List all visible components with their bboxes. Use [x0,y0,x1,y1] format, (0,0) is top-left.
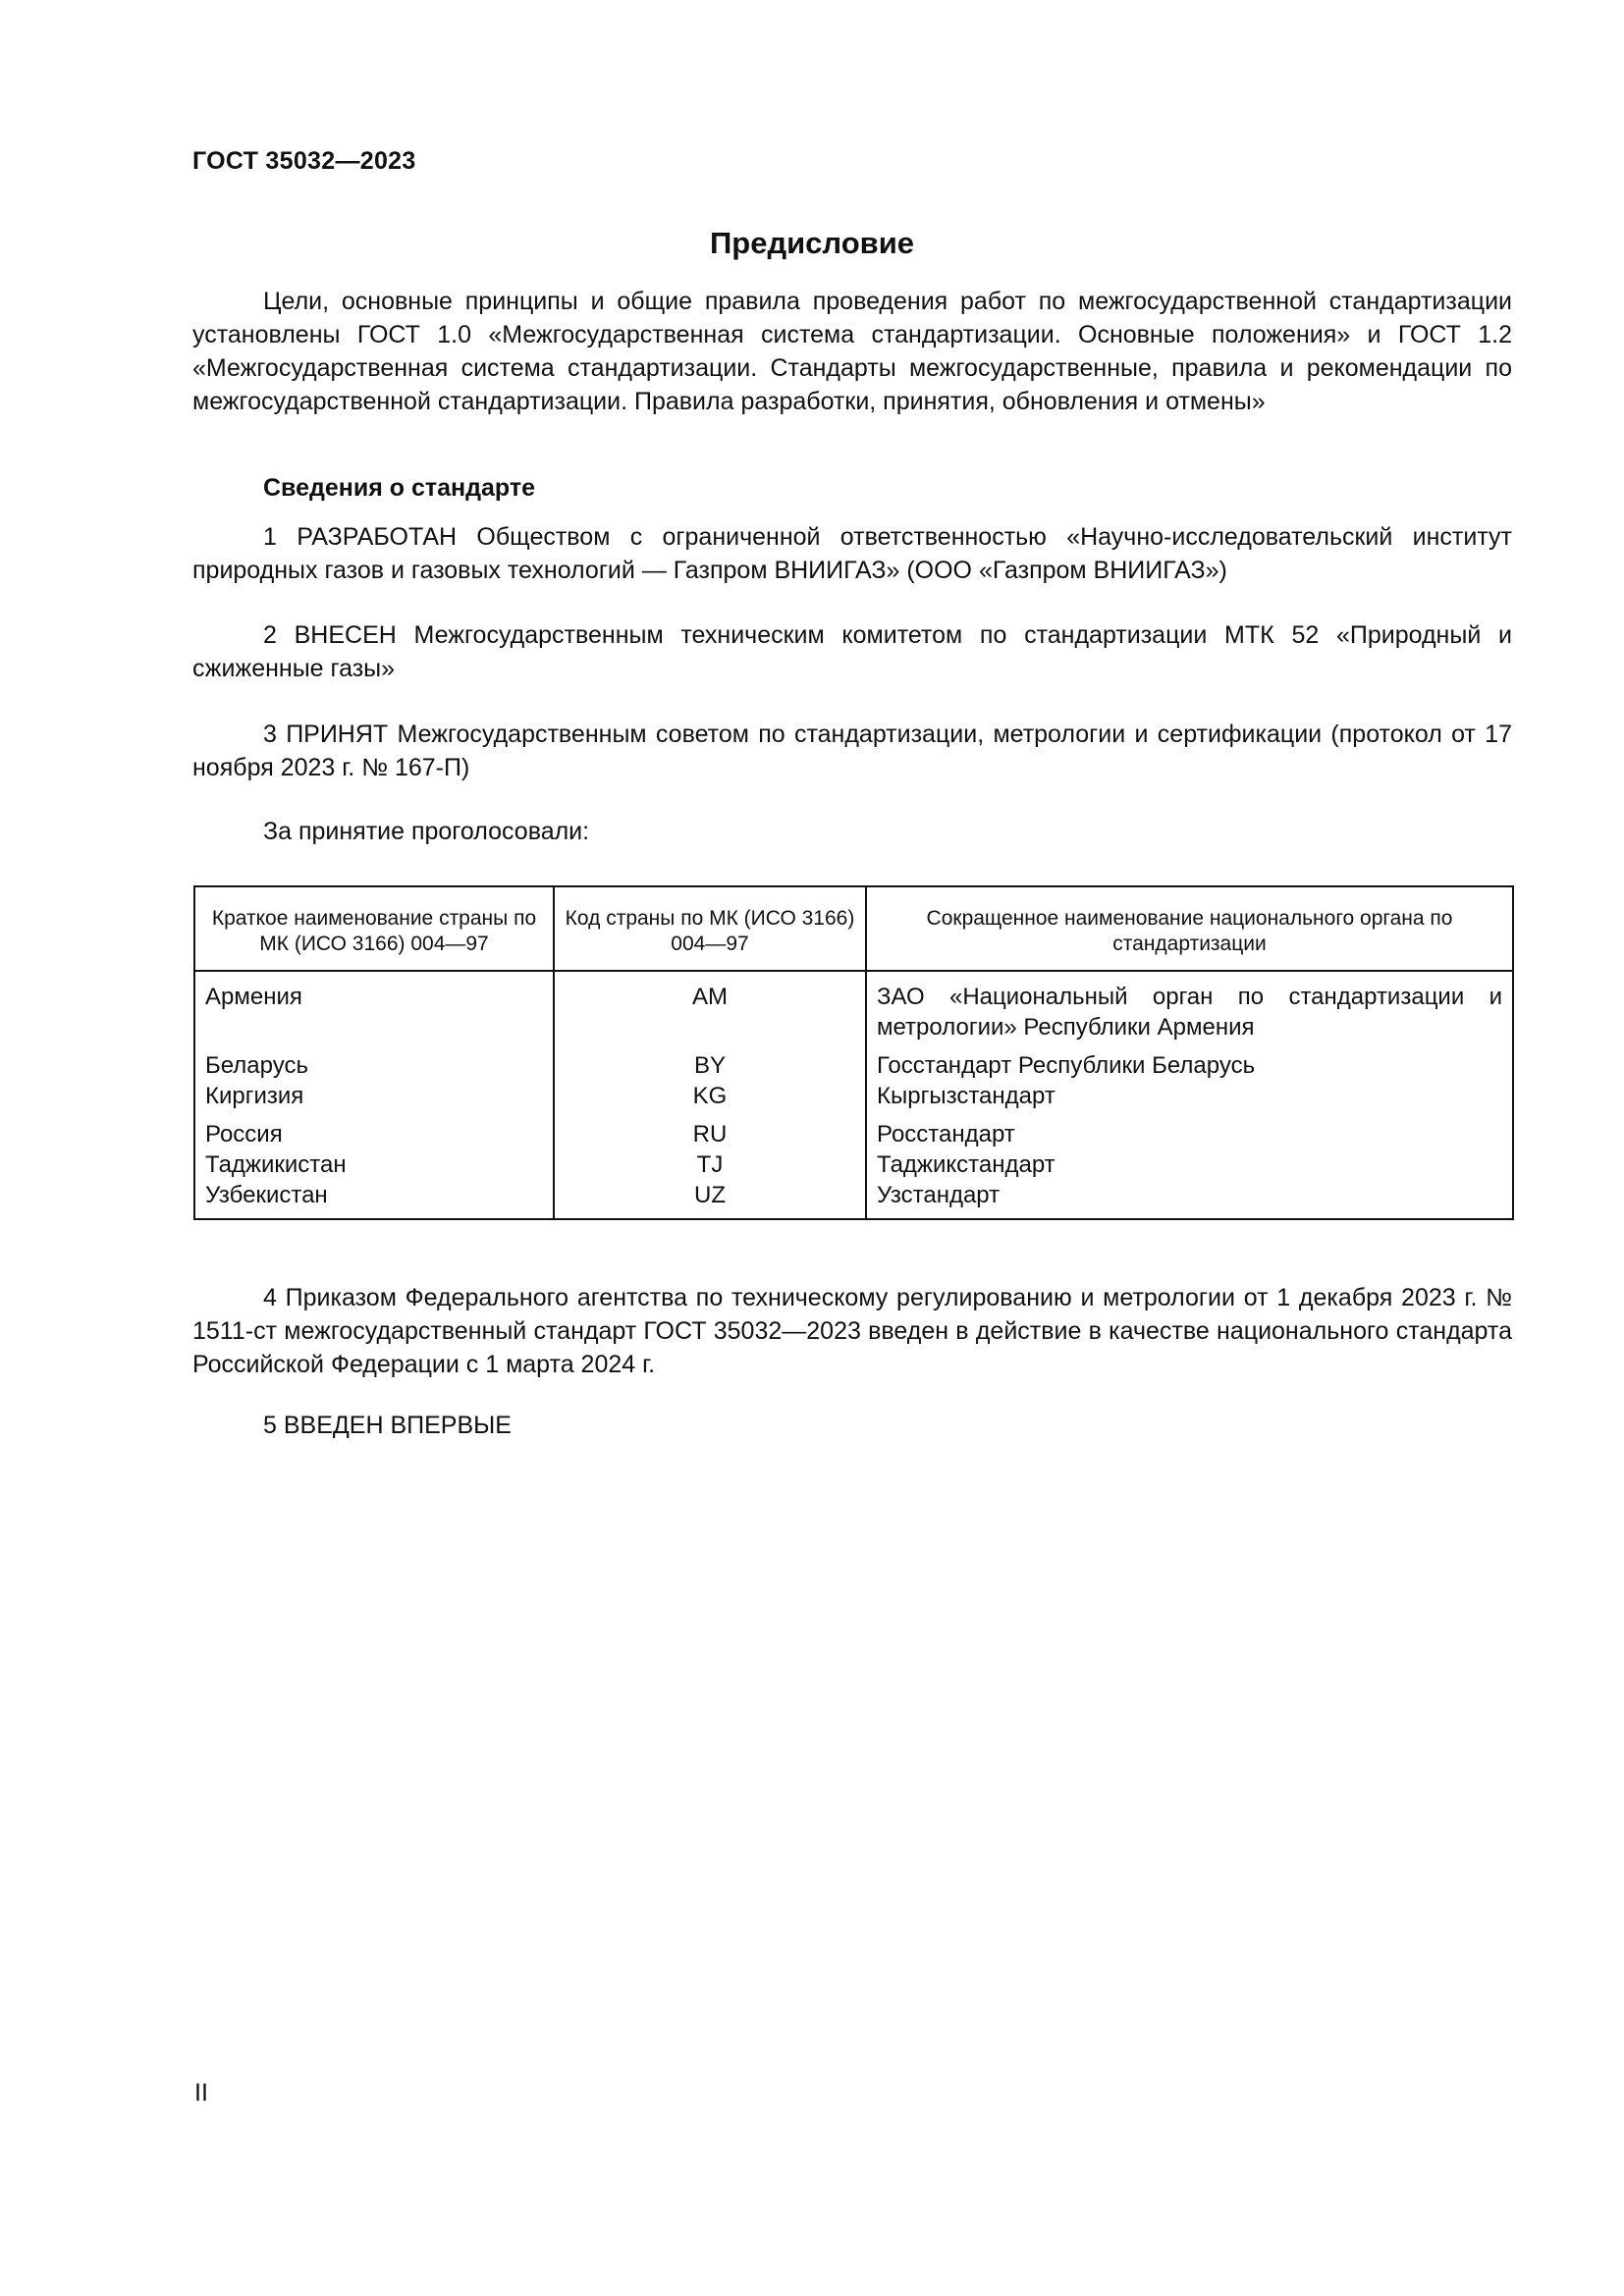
item-4-order: 4 Приказом Федерального агентства по техническому регулированию и метрологии от 1 декабря 2023 г. № 1511-ст межгосударственный стандарт ГОСТ 35032—2023 введен в действие в качестве национального стандарта Российской Федерации с 1 марта 2024 г. [192,1284,1512,1378]
page-number: II [194,2079,208,2107]
header-org: Сокращенное наименование национального органа по стандартизации [866,886,1513,971]
info-heading: Сведения о стандарте [263,474,536,502]
table-row [194,1119,1513,1149]
code-cell: KG [554,1081,866,1119]
intro-paragraph: Цели, основные принципы и общие правила проведения работ по межгосударственной стандартизации установлены ГОСТ 1.0 «Межгосударственная система стандартизации. Основные положения» и ГОСТ 1.2 «Межгосударственная система стандартизации. Стандарты межгосударственные, правила и рекомендации по межгосударственной стандартизации. Правила разработки, принятия, обновления и отмены» [192,288,1512,415]
table-row [194,1149,1513,1180]
header-code: Код страны по МК (ИСО 3166) 004—97 [554,886,866,971]
item-5-first-introduced: 5 ВВЕДЕН ВПЕРВЫЕ [263,1412,512,1439]
votes-intro: За принятие проголосовали: [263,818,590,845]
table-row [194,1180,1513,1219]
code-cell: RU [554,1119,866,1149]
table-header-row [194,886,1513,971]
item-3-adopted: 3 ПРИНЯТ Межгосударственным советом по стандартизации, метрологии и сертификации (протокол от 17 ноября 2023 г. № 167-П) [192,721,1512,781]
page-title: Предисловие [709,226,914,260]
org-cell: ЗАО «Национальный орган по стандартизации и метрологии» Республики Армения [866,971,1513,1050]
voting-table [193,885,1514,1220]
org-cell: Кыргызстандарт [866,1081,1513,1119]
code-cell: BY [554,1050,866,1081]
country-cell: Киргизия [205,1083,304,1109]
country-cell: Таджикистан [205,1151,347,1178]
code-cell: UZ [554,1180,866,1219]
table-row [194,1081,1513,1119]
org-cell: Госстандарт Республики Беларусь [866,1050,1513,1081]
code-cell: AM [554,971,866,1050]
document-code: ГОСТ 35032—2023 [192,147,416,175]
item-1-developed: 1 РАЗРАБОТАН Обществом с ограниченной ответственностью «Научно-исследовательский институт природных газов и газовых технологий — Газпром ВНИИГАЗ» (ООО «Газпром ВНИИГАЗ») [192,523,1512,584]
country-cell: Армения [205,984,302,1010]
org-cell: Узстандарт [866,1180,1513,1219]
table-row [194,971,1513,1050]
org-cell: Таджикстандарт [866,1149,1513,1180]
country-cell: Узбекистан [205,1182,328,1208]
country-cell: Беларусь [205,1052,308,1079]
org-cell: Росстандарт [866,1119,1513,1149]
table-row [194,1050,1513,1081]
item-2-submitted: 2 ВНЕСЕН Межгосударственным техническим комитетом по стандартизации МТК 52 «Природный и сжиженные газы» [192,621,1512,682]
code-cell: TJ [554,1149,866,1180]
country-cell: Россия [205,1121,283,1148]
header-country: Краткое наименование страны по МК (ИСО 3166) 004—97 [194,886,554,971]
